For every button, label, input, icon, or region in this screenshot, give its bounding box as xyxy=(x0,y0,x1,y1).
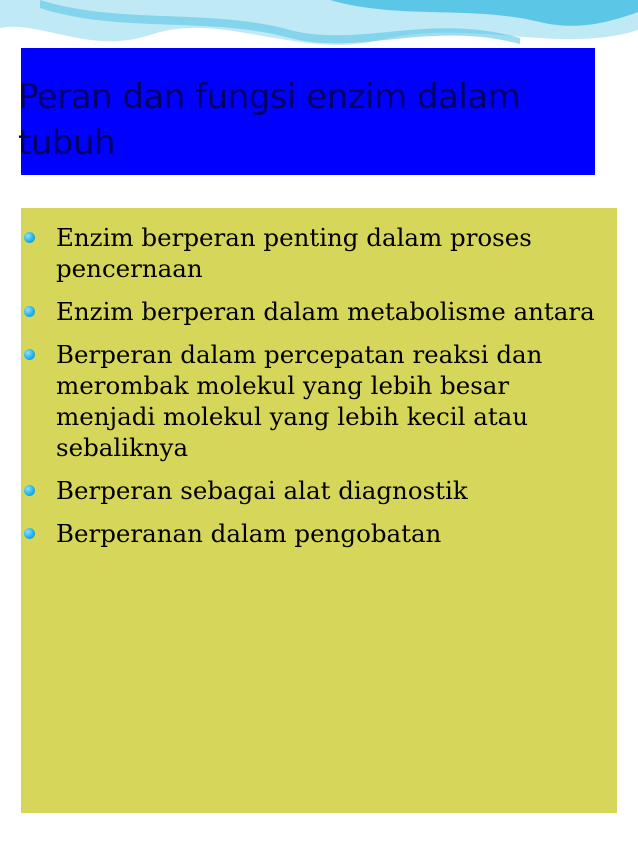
list-item xyxy=(21,339,607,463)
blue-dot-icon xyxy=(24,528,35,539)
blue-dot-icon xyxy=(24,306,35,317)
bullet-text: Berperanan dalam pengobatan xyxy=(56,519,442,548)
bullet-text: Berperan sebagai alat diagnostik xyxy=(56,476,468,505)
list-item xyxy=(21,296,607,327)
list-item xyxy=(21,518,607,549)
bullet-text: Enzim berperan penting dalam proses pencernaan xyxy=(56,223,532,283)
blue-dot-icon xyxy=(24,485,35,496)
list-item xyxy=(21,222,607,284)
bullet-list xyxy=(21,222,607,549)
blue-dot-icon xyxy=(24,232,35,243)
blue-dot-icon xyxy=(24,349,35,360)
list-item xyxy=(21,475,607,506)
bullet-text: Enzim berperan dalam metabolisme antara xyxy=(56,297,595,326)
slide-title: Peran dan fungsi enzim dalam tubuh xyxy=(18,77,521,163)
content-box xyxy=(21,208,617,813)
bullet-text: Berperan dalam percepatan reaksi dan merombak molekul yang lebih besar menjadi molekul yang lebih kecil atau sebaliknya xyxy=(56,340,543,462)
title-box xyxy=(18,48,595,175)
